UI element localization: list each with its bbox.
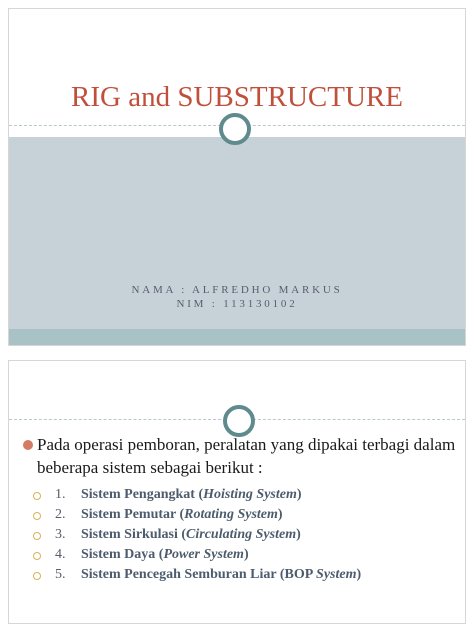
subtitle-band xyxy=(9,137,465,329)
item-text: Sistem Sirkulasi ( xyxy=(81,527,187,542)
slide-title: RIG and SUBSTRUCTURE xyxy=(71,81,403,113)
ring-bullet-icon xyxy=(33,552,41,560)
ring-bullet-icon xyxy=(33,572,41,580)
item-number: 2. xyxy=(55,507,66,522)
item-number: 5. xyxy=(55,567,66,582)
item-number: 1. xyxy=(55,487,66,502)
item-number: 3. xyxy=(55,527,66,542)
item-term: Power System xyxy=(163,547,244,562)
ring-bullet-icon xyxy=(33,512,41,520)
ring-bullet-icon xyxy=(33,492,41,500)
item-close: ) xyxy=(356,567,362,582)
item-close: ) xyxy=(243,547,249,562)
item-term: Hoisting System xyxy=(203,487,297,502)
circle-ornament-icon xyxy=(219,113,251,145)
item-term: Rotating System xyxy=(184,507,278,522)
item-text: Sistem Pengangkat ( xyxy=(81,487,204,502)
content-slide xyxy=(8,360,466,624)
author-name: NAMA : ALFREDHO MARKUS xyxy=(131,284,343,296)
item-close: ) xyxy=(296,487,302,502)
title-slide xyxy=(8,8,466,346)
author-nim: NIM : 113130102 xyxy=(176,298,298,310)
bullet-dot-icon xyxy=(23,440,33,450)
item-term: Circulating System xyxy=(186,527,297,542)
main-bullet-text: Pada operasi pemboran, peralatan yang dipakai terbagi dalam beberapa sistem sebagai berikut : xyxy=(37,435,456,477)
ring-bullet-icon xyxy=(33,532,41,540)
item-close: ) xyxy=(296,527,301,542)
item-number: 4. xyxy=(55,547,66,562)
item-close: ) xyxy=(277,507,283,522)
item-term: System xyxy=(316,567,357,582)
item-text: Sistem Pemutar ( xyxy=(81,507,185,522)
footer-bar xyxy=(9,329,465,346)
item-text: Sistem Pencegah Semburan Liar (BOP xyxy=(81,567,317,582)
item-text: Sistem Daya ( xyxy=(81,547,164,562)
